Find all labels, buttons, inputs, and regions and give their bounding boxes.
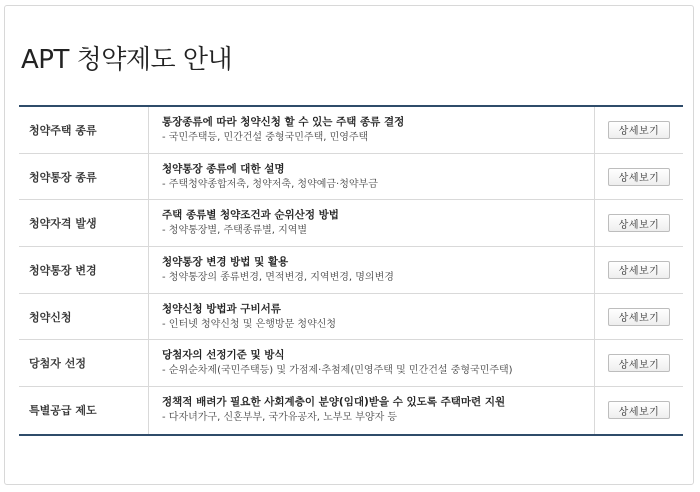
row-description-sub: - 국민주택등, 민간건설 중형국민주택, 민영주택 xyxy=(162,131,369,143)
row-name: 특별공급 제도 xyxy=(19,387,149,434)
row-description xyxy=(149,247,595,293)
detail-button[interactable]: 상세보기 xyxy=(608,261,670,279)
content-panel xyxy=(4,5,694,485)
row-action xyxy=(595,247,683,293)
row-name: 청약통장 변경 xyxy=(19,247,149,293)
detail-button[interactable]: 상세보기 xyxy=(608,168,670,186)
row-description-sub: - 주택청약종합저축, 청약저축, 청약예금·청약부금 xyxy=(162,178,378,190)
row-name: 당첨자 선정 xyxy=(19,340,149,386)
row-action xyxy=(595,294,683,340)
detail-button[interactable]: 상세보기 xyxy=(608,308,670,326)
info-table xyxy=(19,105,683,436)
row-description xyxy=(149,107,595,153)
row-name: 청약신청 xyxy=(19,294,149,340)
row-description xyxy=(149,340,595,386)
row-description-sub: - 순위순차제(국민주택등) 및 가점제·추첨제(민영주택 및 민간건설 중형국민주택) xyxy=(162,365,513,377)
table-row xyxy=(19,387,683,434)
row-description xyxy=(149,387,595,434)
row-description-title: 청약통장 종류에 대한 설명 xyxy=(162,162,285,175)
detail-button[interactable]: 상세보기 xyxy=(608,121,670,139)
table-row xyxy=(19,294,683,341)
row-description xyxy=(149,200,595,246)
row-description-sub: - 청약통장의 종류변경, 면적변경, 지역변경, 명의변경 xyxy=(162,271,394,283)
table-row xyxy=(19,107,683,154)
detail-button[interactable]: 상세보기 xyxy=(608,401,670,419)
row-description-title: 당첨자의 선정기준 및 방식 xyxy=(162,349,285,362)
row-action xyxy=(595,387,683,434)
table-row xyxy=(19,340,683,387)
row-description xyxy=(149,294,595,340)
row-description xyxy=(149,154,595,200)
row-action xyxy=(595,107,683,153)
row-name: 청약주택 종류 xyxy=(19,107,149,153)
table-row xyxy=(19,154,683,201)
page-title: APT 청약제도 안내 xyxy=(21,45,233,75)
table-row xyxy=(19,200,683,247)
table-row xyxy=(19,247,683,294)
detail-button[interactable]: 상세보기 xyxy=(608,354,670,372)
row-action xyxy=(595,154,683,200)
row-description-title: 통장종류에 따라 청약신청 할 수 있는 주택 종류 결정 xyxy=(162,115,405,128)
row-description-title: 주택 종류별 청약조건과 순위산정 방법 xyxy=(162,209,339,222)
detail-button[interactable]: 상세보기 xyxy=(608,214,670,232)
row-description-sub: - 인터넷 청약신청 및 은행방문 청약신청 xyxy=(162,318,337,330)
row-description-title: 청약통장 변경 방법 및 활용 xyxy=(162,255,289,268)
row-action xyxy=(595,200,683,246)
row-description-sub: - 청약통장별, 주택종류별, 지역별 xyxy=(162,225,308,237)
row-action xyxy=(595,340,683,386)
row-name: 청약통장 종류 xyxy=(19,154,149,200)
row-description-sub: - 다자녀가구, 신혼부부, 국가유공자, 노부모 부양자 등 xyxy=(162,412,398,424)
row-description-title: 정책적 배려가 필요한 사회계층이 분양(임대)받을 수 있도록 주택마련 지원 xyxy=(162,396,506,409)
row-description-title: 청약신청 방법과 구비서류 xyxy=(162,302,281,315)
row-name: 청약자격 발생 xyxy=(19,200,149,246)
